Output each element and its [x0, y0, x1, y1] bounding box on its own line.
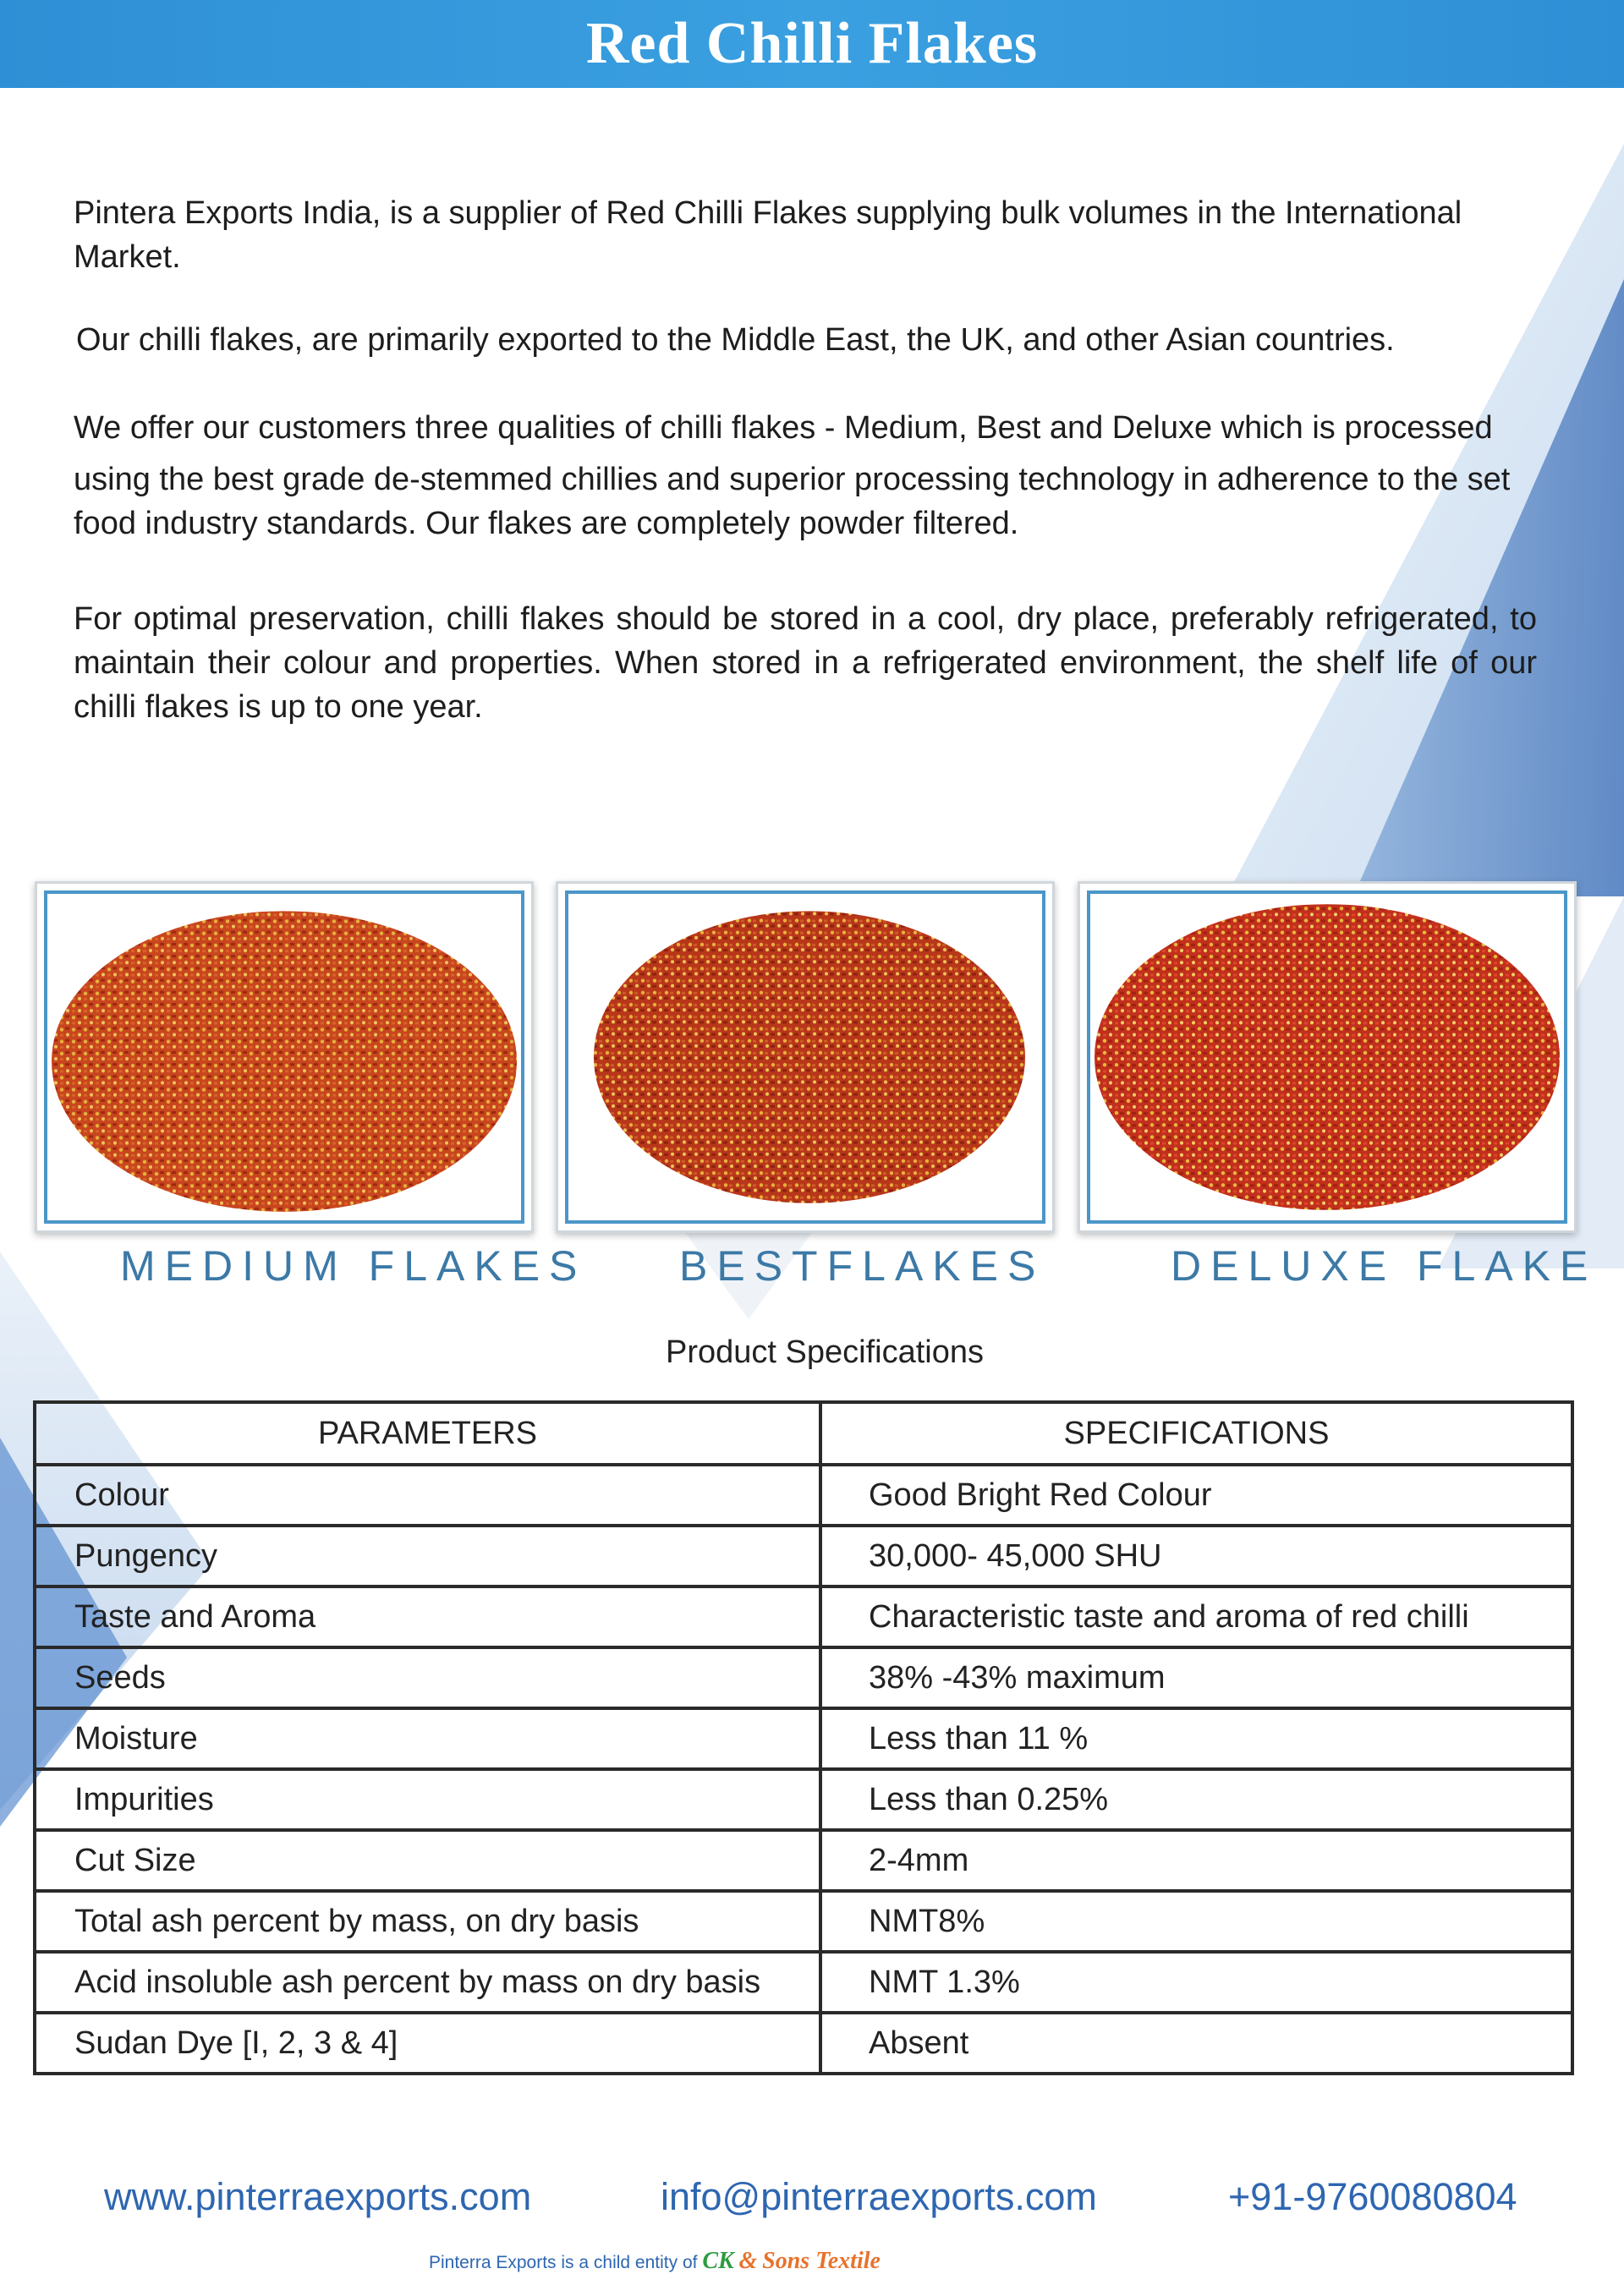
param-cell: Cut Size [35, 1830, 820, 1891]
table-row [35, 1952, 1572, 2013]
table-header-row [35, 1402, 1572, 1465]
param-cell: Sudan Dye [I, 2, 3 & 4] [35, 2013, 820, 2074]
table-row [35, 1586, 1572, 1647]
table-row [35, 1769, 1572, 1830]
intro-paragraph-3-line1: We offer our customers three qualities of chilli flakes - Medium, Best and Deluxe which is processed [74, 410, 1493, 446]
chilli-flakes-pile-icon [568, 894, 1042, 1220]
brand-ck: CK [702, 2248, 734, 2274]
param-cell: Moisture [35, 1708, 820, 1769]
page-header [0, 0, 1624, 88]
parent-entity-note [429, 2248, 881, 2275]
spec-cell: NMT 1.3% [820, 1952, 1572, 2013]
website-link[interactable]: www.pinterraexports.com [104, 2175, 532, 2218]
brand-and: & [738, 2248, 758, 2274]
phone-link[interactable]: +91-9760080804 [1228, 2175, 1517, 2218]
chilli-flakes-pile-icon [1090, 894, 1564, 1220]
intro-paragraph-4: For optimal preservation, chilli flakes should be stored in a cool, dry place, preferably refrigerated, to maintain their colour and properties. When stored in a refrigerated environment, the shelf life of our chilli flakes is up to one year. [74, 601, 1537, 725]
chilli-flakes-pile-icon [47, 894, 521, 1220]
parameters-header: PARAMETERS [35, 1402, 820, 1465]
spec-table [33, 1400, 1574, 2075]
best-flakes-image [556, 881, 1055, 1233]
medium-flakes-image [35, 881, 534, 1233]
spec-cell: Good Bright Red Colour [820, 1465, 1572, 1526]
table-row [35, 1708, 1572, 1769]
deluxe-flakes-label: DELUXE FLAKE [1171, 1242, 1598, 1290]
table-row [35, 1830, 1572, 1891]
brand-sons-textile: Sons Textile [762, 2248, 881, 2274]
spec-cell: Less than 11 % [820, 1708, 1572, 1769]
param-cell: Taste and Aroma [35, 1586, 820, 1647]
param-cell: Colour [35, 1465, 820, 1526]
specifications-header: SPECIFICATIONS [820, 1402, 1572, 1465]
param-cell: Impurities [35, 1769, 820, 1830]
intro-paragraph-2: Our chilli flakes, are primarily exported to the Middle East, the UK, and other Asian countries. [76, 322, 1395, 358]
intro-paragraph-3-rest: using the best grade de-stemmed chillies and superior processing technology in adherence to the set food industry standards. Our flakes are completely powder filtered. [74, 462, 1511, 541]
param-cell: Pungency [35, 1526, 820, 1586]
table-row [35, 1526, 1572, 1586]
table-row [35, 1891, 1572, 1952]
param-cell: Total ash percent by mass, on dry basis [35, 1891, 820, 1952]
medium-flakes-label: MEDIUM FLAKES [120, 1242, 587, 1290]
parent-entity-text: Pinterra Exports is a child entity of [429, 2253, 698, 2272]
page-title: Red Chilli Flakes [585, 11, 1039, 76]
best-flakes-label: BESTFLAKES [679, 1242, 1045, 1290]
intro-paragraph-1: Pintera Exports India, is a supplier of Red Chilli Flakes supplying bulk volumes in the International Market. [74, 195, 1462, 275]
table-row [35, 2013, 1572, 2074]
spec-cell: Less than 0.25% [820, 1769, 1572, 1830]
table-row [35, 1465, 1572, 1526]
spec-section-title: Product Specifications [666, 1334, 984, 1370]
spec-cell: Absent [820, 2013, 1572, 2074]
spec-cell: 2-4mm [820, 1830, 1572, 1891]
param-cell: Seeds [35, 1647, 820, 1708]
spec-cell: Characteristic taste and aroma of red chilli [820, 1586, 1572, 1647]
spec-cell: NMT8% [820, 1891, 1572, 1952]
spec-cell: 38% -43% maximum [820, 1647, 1572, 1708]
param-cell: Acid insoluble ash percent by mass on dry basis [35, 1952, 820, 2013]
email-link[interactable]: info@pinterraexports.com [661, 2175, 1097, 2218]
deluxe-flakes-image [1078, 881, 1577, 1233]
spec-cell: 30,000- 45,000 SHU [820, 1526, 1572, 1586]
table-row [35, 1647, 1572, 1708]
